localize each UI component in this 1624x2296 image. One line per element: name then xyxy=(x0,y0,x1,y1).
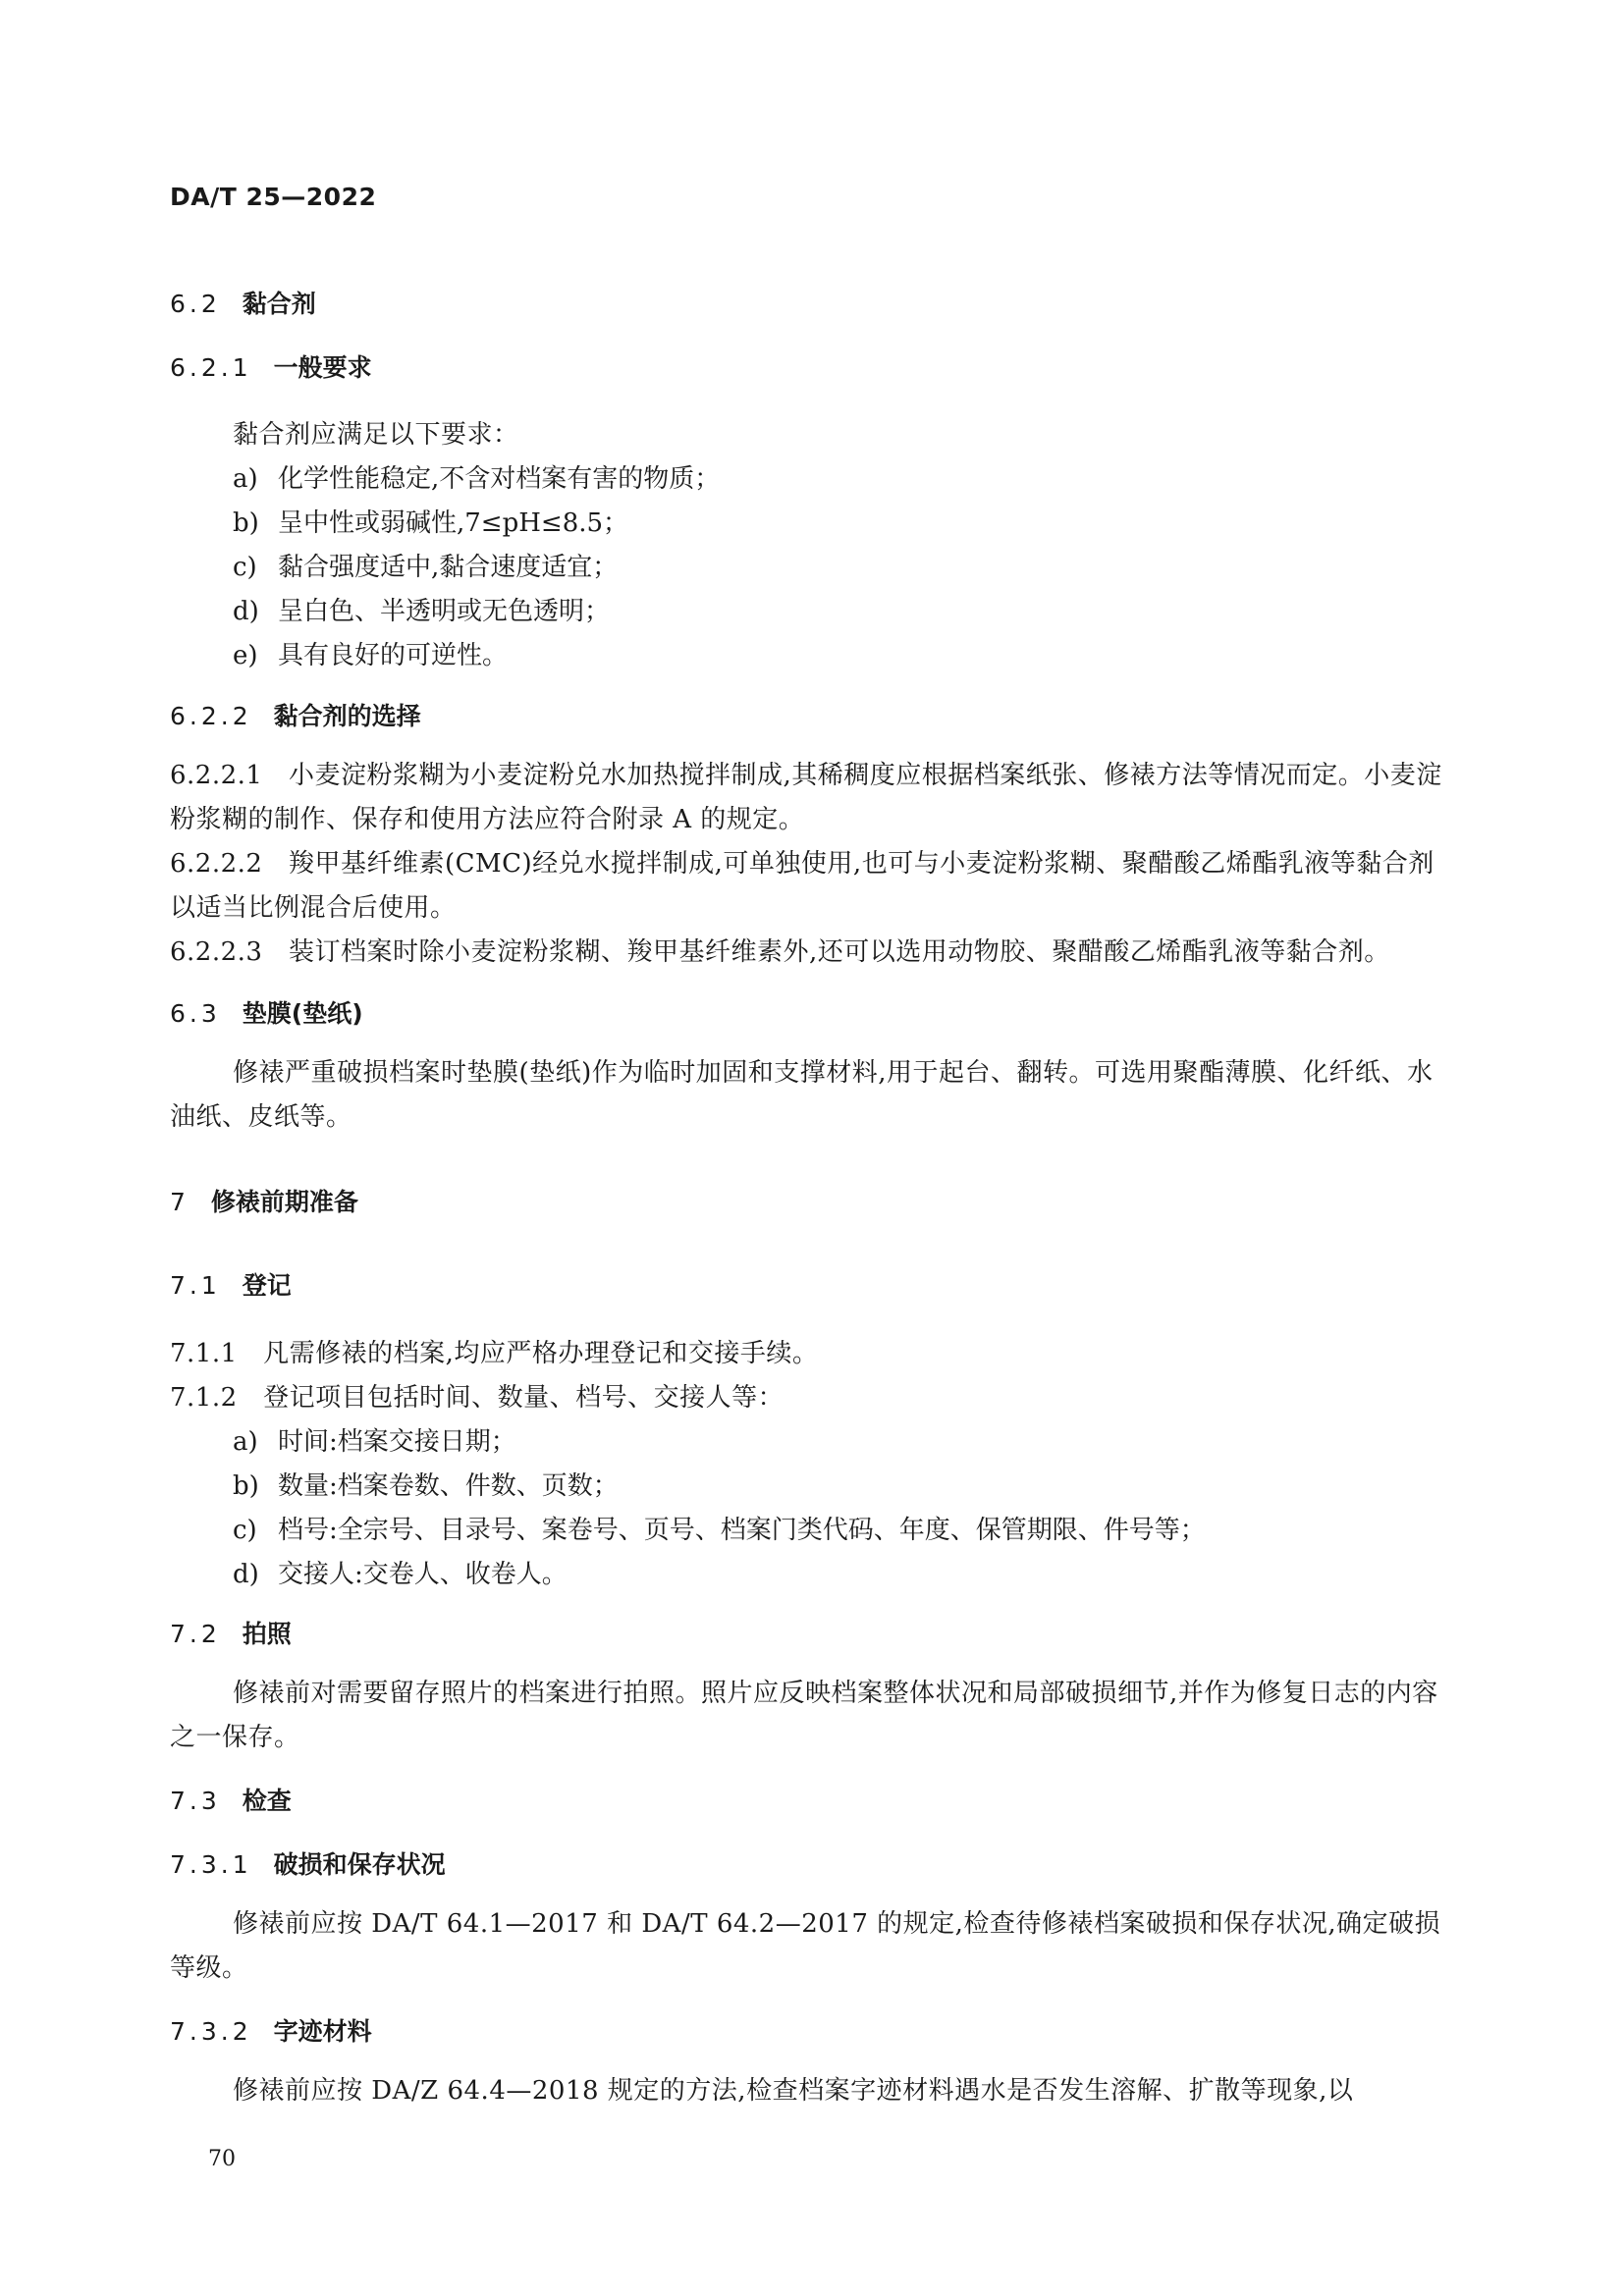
clause-7-1-2: 7.1.2 登记项目包括时间、数量、档号、交接人等： xyxy=(170,1383,785,1413)
heading-6-2-2 xyxy=(170,697,421,732)
paragraph-7-3-1: 修裱前应按 DA/T 64.1—2017 和 DA/T 64.2—2017 的规定,检查待修裱档案破损和保存状况,确定破损等级。 xyxy=(170,1909,1441,1983)
list-item xyxy=(233,503,628,539)
list-item xyxy=(233,635,508,671)
list-text: 交接人:交卷人、收卷人。 xyxy=(278,1560,568,1589)
clause-6-2-2-2: 6.2.2.2 羧甲基纤维素(CMC)经兑水搅拌制成,可单独使用,也可与小麦淀粉浆糊、聚醋酸乙烯酯乳液等黏合剂以适当比例混合后使用。 xyxy=(170,849,1435,923)
list-text: 具有良好的可逆性。 xyxy=(278,641,509,670)
heading-title: 一般要求 xyxy=(273,353,372,382)
list-marker: c) xyxy=(233,1516,257,1545)
heading-title: 拍照 xyxy=(242,1620,292,1648)
list-marker: b) xyxy=(233,1471,259,1501)
list-marker: b) xyxy=(233,508,259,538)
heading-number: 7.3 xyxy=(170,1787,221,1815)
heading-6-2 xyxy=(170,285,316,320)
heading-7-2 xyxy=(170,1615,292,1650)
list-marker: a) xyxy=(233,1427,258,1457)
list-marker: d) xyxy=(233,1560,259,1589)
heading-number: 6.2 xyxy=(170,290,221,318)
heading-number: 7.3.2 xyxy=(170,2017,252,2046)
heading-7-3 xyxy=(170,1782,292,1817)
heading-title: 黏合剂的选择 xyxy=(273,702,421,730)
list-item xyxy=(233,1421,516,1458)
heading-number: 7.3.1 xyxy=(170,1850,252,1879)
heading-number: 6.3 xyxy=(170,999,221,1028)
heading-number: 6.2.2 xyxy=(170,702,252,730)
list-text: 化学性能稳定,不含对档案有害的物质； xyxy=(278,464,721,494)
list-item xyxy=(233,1554,568,1590)
heading-number: 7.1 xyxy=(170,1271,221,1300)
heading-number: 7.2 xyxy=(170,1620,221,1648)
clause-6-2-2-1: 6.2.2.1 小麦淀粉浆糊为小麦淀粉兑水加热搅拌制成,其稀稠度应根据档案纸张、修裱方法等情况而定。小麦淀粉浆糊的制作、保存和使用方法应符合附录 A 的规定。 xyxy=(170,761,1442,834)
clause-7-1-1: 7.1.1 凡需修裱的档案,均应严格办理登记和交接手续。 xyxy=(170,1339,819,1368)
list-marker: d) xyxy=(233,597,259,626)
heading-7 xyxy=(170,1183,358,1218)
heading-title: 破损和保存状况 xyxy=(273,1850,446,1879)
heading-title: 修裱前期准备 xyxy=(210,1188,358,1216)
intro-text: 黏合剂应满足以下要求： xyxy=(233,420,519,450)
list-item xyxy=(233,1466,619,1502)
list-text: 档号:全宗号、目录号、案卷号、页号、档案门类代码、年度、保管期限、件号等； xyxy=(278,1516,1206,1545)
list-item xyxy=(233,1510,1206,1546)
list-text: 数量:档案卷数、件数、页数； xyxy=(278,1471,619,1501)
list-item xyxy=(233,547,618,583)
heading-7-1 xyxy=(170,1266,292,1302)
heading-title: 登记 xyxy=(242,1271,292,1300)
list-item xyxy=(233,591,610,627)
heading-7-3-1 xyxy=(170,1845,446,1881)
paragraph-6-3: 修裱严重破损档案时垫膜(垫纸)作为临时加固和支撑材料,用于起台、翻转。可选用聚酯薄膜、化纤纸、水油纸、皮纸等。 xyxy=(170,1058,1434,1132)
heading-title: 垫膜(垫纸) xyxy=(242,999,363,1028)
heading-number: 6.2.1 xyxy=(170,353,252,382)
heading-title: 字迹材料 xyxy=(273,2017,372,2046)
paragraph-7-3-2: 修裱前应按 DA/Z 64.4—2018 规定的方法,检查档案字迹材料遇水是否发生溶解、扩散等现象,以 xyxy=(233,2076,1354,2106)
heading-title: 检查 xyxy=(242,1787,292,1815)
list-marker: e) xyxy=(233,641,258,670)
paragraph-7-2: 修裱前对需要留存照片的档案进行拍照。照片应反映档案整体状况和局部破损细节,并作为修复日志的内容之一保存。 xyxy=(170,1679,1438,1752)
list-text: 呈白色、半透明或无色透明； xyxy=(278,597,611,626)
heading-6-2-1 xyxy=(170,348,372,384)
heading-number: 7 xyxy=(170,1188,189,1216)
clause-6-2-2-3: 6.2.2.3 装订档案时除小麦淀粉浆糊、羧甲基纤维素外,还可以选用动物胶、聚醋酸乙烯酯乳液等黏合剂。 xyxy=(170,937,1390,967)
list-item xyxy=(233,458,720,495)
page-number: 70 xyxy=(208,2147,236,2171)
list-text: 时间:档案交接日期； xyxy=(278,1427,516,1457)
standard-code: DA/T 25—2022 xyxy=(170,183,377,211)
heading-6-3 xyxy=(170,994,363,1030)
heading-title: 黏合剂 xyxy=(242,290,316,318)
list-text: 呈中性或弱碱性,7≤pH≤8.5； xyxy=(278,508,629,538)
list-marker: c) xyxy=(233,553,257,582)
heading-7-3-2 xyxy=(170,2012,372,2048)
list-text: 黏合强度适中,黏合速度适宜； xyxy=(278,553,619,582)
list-marker: a) xyxy=(233,464,258,494)
